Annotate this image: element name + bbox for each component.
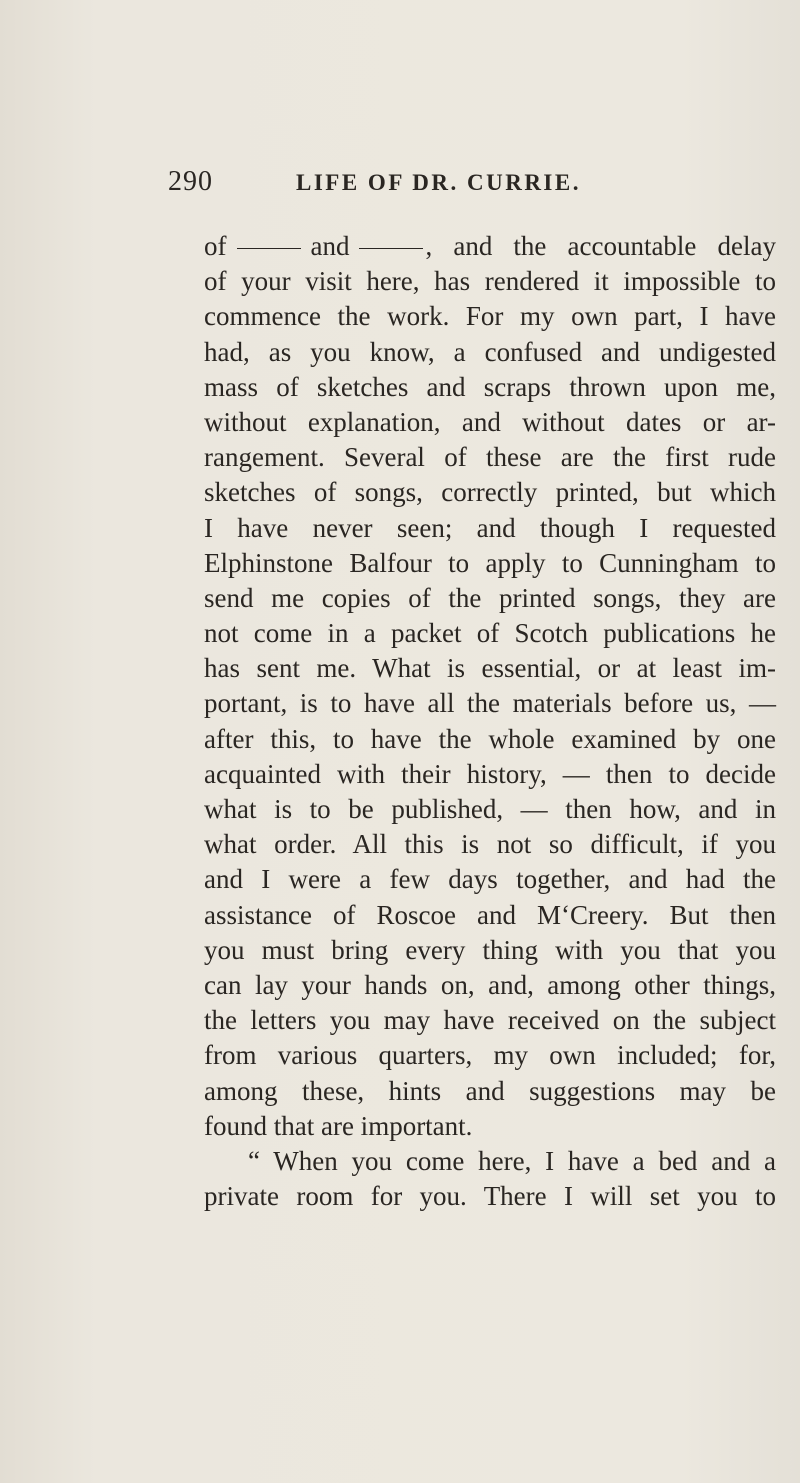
text-line: mass of sketches and scraps thrown upon me, (204, 371, 776, 402)
text-line: among these, hints and suggestions may be (204, 1075, 776, 1106)
omission-dash (359, 248, 423, 249)
text-line: rangement. Several of these are the first rude (204, 442, 776, 473)
text-line: I have never seen; and though I requested (204, 512, 776, 543)
text-line: of your visit here, has rendered it impossible to (204, 266, 776, 297)
text-line: and I were a few days together, and had the (204, 864, 776, 895)
text-line: what order. All this is not so difficult, if you (204, 829, 776, 860)
text-fragment: of (204, 231, 227, 261)
text-fragment: , and the accountable delay (425, 231, 776, 261)
text-line: the letters you may have received on the subject (204, 1005, 776, 1036)
text-line: private room for you. There I will set you to (204, 1181, 776, 1212)
text-line: without explanation, and without dates or ar- (204, 406, 776, 437)
body-text (204, 229, 776, 1214)
text-line: sketches of songs, correctly printed, but which (204, 477, 776, 508)
text-line: had, as you know, a confused and undigested (204, 336, 776, 367)
text-fragment: and (310, 231, 350, 261)
running-head (168, 166, 728, 206)
text-line: you must bring every thing with you that you (204, 934, 776, 965)
text-line: acquainted with their history, — then to decide (204, 758, 776, 789)
text-line: “ When you come here, I have a bed and a (248, 1145, 776, 1176)
running-title: LIFE OF DR. CURRIE. (296, 170, 581, 195)
page-number: 290 (168, 166, 213, 197)
text-line: found that are important. (204, 1110, 473, 1141)
text-line: has sent me. What is essential, or at least im- (204, 653, 776, 684)
text-line: assistance of Roscoe and M‘Creery. But then (204, 899, 776, 930)
text-line: after this, to have the whole examined by one (204, 723, 776, 754)
text-line: commence the work. For my own part, I have (204, 301, 776, 332)
text-line: from various quarters, my own included; for, (204, 1040, 776, 1071)
text-line: can lay your hands on, and, among other things, (204, 969, 776, 1000)
text-line: what is to be published, — then how, and in (204, 794, 776, 824)
text-line: send me copies of the printed songs, they are (204, 582, 776, 613)
text-line: Elphinstone Balfour to apply to Cunningham to (204, 547, 776, 578)
text-line: portant, is to have all the materials before us, — (204, 688, 776, 719)
omission-dash (237, 248, 301, 249)
text-line: not come in a packet of Scotch publications he (204, 618, 776, 649)
text-line (204, 229, 776, 264)
